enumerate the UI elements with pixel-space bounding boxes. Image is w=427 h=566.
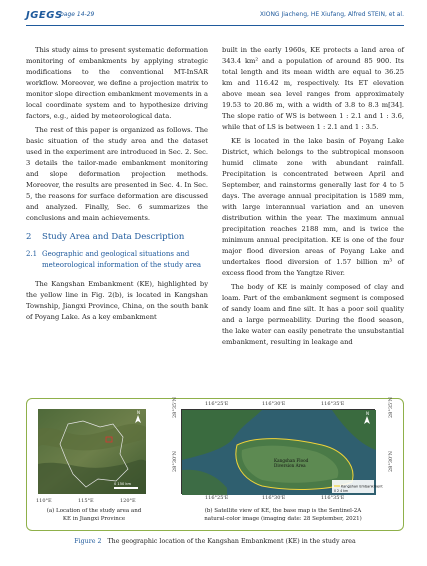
province-map-image	[38, 409, 146, 494]
tick-label: 116°35'E	[321, 401, 345, 407]
figure-caption	[26, 538, 404, 545]
page-number: page 14-29	[60, 11, 95, 18]
satellite-image	[181, 409, 383, 494]
north-label: N	[366, 411, 369, 416]
subfigure-caption: (b) Satellite view of KE, the base map is the Sentinel-2A natural-color image (imaging date: 28 September, 2021)	[204, 508, 362, 522]
section-heading	[26, 231, 208, 243]
paragraph: The body of KE is mainly composed of clay and loam. Part of the embankment segment is composed of sandy loam and fine silt. It has a poor soil quality and a large permeability. During the flood season, the lake water can easily penetrate the unsubstantial embankment, resulting in leakage and	[222, 283, 404, 346]
tick-label: 116°30'E	[262, 401, 286, 407]
north-label: N	[137, 410, 140, 415]
right-column	[222, 45, 404, 351]
subsection-title: Geographic and geological situations and meteorological information of the study area	[42, 250, 202, 269]
paragraph: This study aims to present systematic deformation monitoring of embankments by applying strategic modifications to the conventional MT-InSAR workflow. Moreover, we define a projection matrix to monitor slope direction embankment movements in a local coordinate system and to hypothesize driving factors, e.g., aided by meteorological data.	[26, 46, 208, 120]
section-title: Study Area and Data Description	[42, 232, 185, 242]
header-divider	[26, 25, 404, 26]
paragraph: KE is located in the lake basin of Poyang Lake District, which belongs to the subtropical monsoon humid climate zone with abundant rainfall. Precipitation is concentrated between April and September, and rainstorms generally last for 4 to 5 days. The average annual precipitation is 1589 mm, with large interannual variation and an uneven distribution within the year. The maximum annual precipitation reaches 2188 mm, and is twice the minimum annual precipitation. KE is one of the four major flood diversion areas of Poyang Lake and undertakes flood diversion of 1.57 billion m³ of excess flood from the Yangtze River.	[222, 137, 404, 277]
subfigure-caption: (a) Location of the study area and KE in Jiangxi Province	[46, 508, 142, 522]
scale-label: 0 2 4 km	[334, 489, 349, 493]
tick-label: 116°35'E	[321, 495, 345, 501]
running-authors: XIONG Jiacheng, HE Xiufang, Alfred STEIN, et al.	[259, 11, 404, 18]
left-column	[26, 45, 208, 326]
tick-label: 116°25'E	[205, 495, 229, 501]
area-label: Kangshan Flood Diversion Area	[274, 458, 309, 468]
scale-label: 0 150 km	[114, 482, 132, 486]
subsection-number: 2.1	[26, 250, 38, 258]
tick-label: 28°35'N	[388, 397, 394, 418]
tick-label: 116°25'E	[205, 401, 229, 407]
tick-label: 115°E	[78, 498, 94, 504]
journal-logo: JGEGS	[26, 10, 63, 21]
tick-label: 28°30'N	[388, 451, 394, 472]
figure-label: Figure 2	[74, 538, 102, 545]
section-number: 2	[26, 232, 32, 242]
subsection-heading	[26, 249, 208, 271]
paragraph: The Kangshan Embankment (KE), highlighted by the yellow line in Fig. 2(b), is located in Kangshan Township, Jiangxi Province, China, on the south bank of Poyang Lake. As a key embankment	[26, 280, 208, 321]
figure-caption-text: The geographic location of the Kangshan Embankment (KE) in the study area	[107, 538, 356, 545]
tick-label: 28°35'N	[172, 397, 178, 418]
tick-label: 28°30'N	[172, 451, 178, 472]
tick-label: 110°E	[36, 498, 52, 504]
tick-label: 120°E	[120, 498, 136, 504]
paragraph: The rest of this paper is organized as follows. The basic situation of the study area and the dataset used in the experiment are introduced in Sec. 2. Sec. 3 details the tailor-made embankment monitoring and slope deformation projection methods. Moreover, the results are presented in Sec. 4. In Sec. 5, the reasons for surface deformation are discussed and analyzed. Finally, Sec. 6 summarizes the conclusions and main achievements.	[26, 126, 208, 222]
page-header	[26, 10, 404, 24]
tick-label: 116°30'E	[262, 495, 286, 501]
legend-label: Kangshan Embankment	[341, 484, 383, 489]
paragraph: built in the early 1960s, KE protects a land area of 343.4 km² and a population of around 85 900. Its total length and its mean width are equal to 36.25 km and 116.42 m, respectively. Its ET elevation above mean sea level ranges from approximately 19.53 to 20.86 m, with a width of 3.8 to 8.3 m[34]. The slope ratio of WS is between 1 : 2.1 and 1 : 3.6, while that of LS is between 1 : 2.1 and 1 : 3.5.	[222, 46, 404, 131]
